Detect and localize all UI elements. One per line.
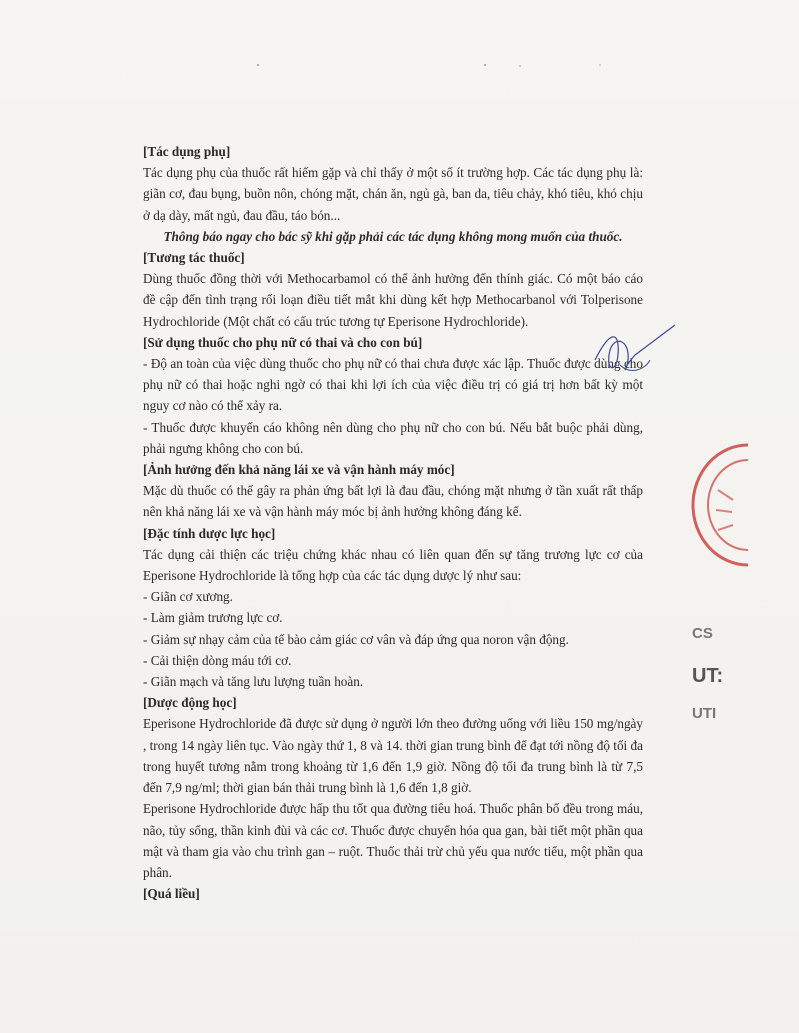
- warning-notice: Thông báo ngay cho bác sỹ khi gặp phải các tác dụng không mong muốn của thuốc.: [163, 228, 623, 244]
- red-stamp-seal: [688, 440, 748, 570]
- section-heading: [Ảnh hưởng đến khả năng lái xe và vận hành máy móc]: [143, 462, 455, 478]
- paragraph: Tác dụng phụ của thuốc rất hiếm gặp và chỉ thấy ở một số ít trường hợp. Các tác dụng phụ là: giãn cơ, đau bụng, buồn nôn, chóng mặt, chán ăn, ngủ gà, ban da, tiêu chảy, khó tiêu, khó chịu ở dạ dày, mất ngủ, đau đầu, táo bón...: [143, 165, 643, 223]
- section-heading: [Tác dụng phụ]: [143, 144, 231, 159]
- section-heading: [Tương tác thuốc]: [143, 250, 245, 266]
- paragraph: Dùng thuốc đồng thời với Methocarbamol có thể ảnh hưởng đến thính giác. Có một báo cáo đề cập đến tình trạng rối loạn điều tiết mắt khi dùng kết hợp Methocarbanol với Tolperisone Hydrochloride (Một chất có cấu trúc tương tự Eperisone Hydrochloride).: [143, 271, 643, 329]
- paragraph: - Cải thiện dòng máu tới cơ.: [143, 652, 292, 668]
- paragraph: Eperisone Hydrochloride đã được sử dụng ở người lớn theo đường uống với liều 150 mg/ngày , trong 14 ngày liên tục. Vào ngày thứ 1, 8 và 14. thời gian trung bình để đạt tới nồng độ tối đa trong huyết tương nằm trong khoảng từ 1,6 đến 1,9 giờ. Nồng độ tối đa trung bình là từ 7,5 đến 7,9 ng/ml; thời gian bán thải trung bình là 1,6 đến 1,8 giờ.: [143, 716, 643, 796]
- paragraph: - Giãn cơ xương.: [143, 589, 233, 605]
- edge-text-2: UT:: [692, 665, 724, 687]
- paragraph: - Làm giảm trương lực cơ.: [143, 610, 283, 626]
- section-heading: [Đặc tính dược lực học]: [143, 525, 276, 541]
- paragraph: Tác dụng cải thiện các triệu chứng khác nhau có liên quan đến sự tăng trương lực cơ của Eperisone Hydrochloride là tổng hợp của các tác dụng dược lý như sau:: [143, 546, 643, 584]
- paragraph: Mặc dù thuốc có thể gây ra phản ứng bất lợi là đau đầu, chóng mặt nhưng ở tần xuất rất thấp nên khả năng lái xe và vận hành máy móc bị ảnh hưởng không đáng kể.: [143, 483, 643, 520]
- edge-text-3: UTI: [692, 705, 717, 722]
- document-body: [143, 141, 643, 904]
- paragraph: - Giảm sự nhạy cảm của tế bào cảm giác cơ vân và đáp ứng qua noron vận động.: [143, 631, 569, 647]
- section-heading: [Sử dụng thuốc cho phụ nữ có thai và cho con bú]: [143, 334, 423, 350]
- paragraph: Eperisone Hydrochloride được hấp thu tốt qua đường tiêu hoá. Thuốc phân bố đều trong máu, não, tủy sống, thần kinh đùi và các cơ. Thuốc được chuyển hóa qua gan, bài tiết một phần qua mật và tham gia vào chu trình gan – ruột. Thuốc thải trừ chủ yếu qua nước tiểu, một phần qua phân.: [143, 801, 643, 880]
- section-heading: [Dược động học]: [143, 695, 237, 711]
- paragraph: - Giãn mạch và tăng lưu lượng tuần hoàn.: [143, 674, 364, 690]
- scan-dots: [0, 60, 799, 70]
- signature-mark: [590, 320, 680, 390]
- paragraph: - Thuốc được khuyến cáo không nên dùng cho phụ nữ cho con bú. Nếu bắt buộc phải dùng, phải ngưng không cho con bú.: [143, 419, 643, 456]
- edge-text-1: CS: [692, 625, 713, 642]
- paragraph: - Độ an toàn của việc dùng thuốc cho phụ nữ có thai chưa được xác lập. Thuốc được dùng cho phụ nữ có thai hoặc nghi ngờ có thai khi lợi ích của việc điều trị có giá trị hơn bất kỳ một nguy cơ nào có thể xảy ra.: [143, 356, 643, 414]
- section-heading: [Quá liều]: [143, 886, 200, 902]
